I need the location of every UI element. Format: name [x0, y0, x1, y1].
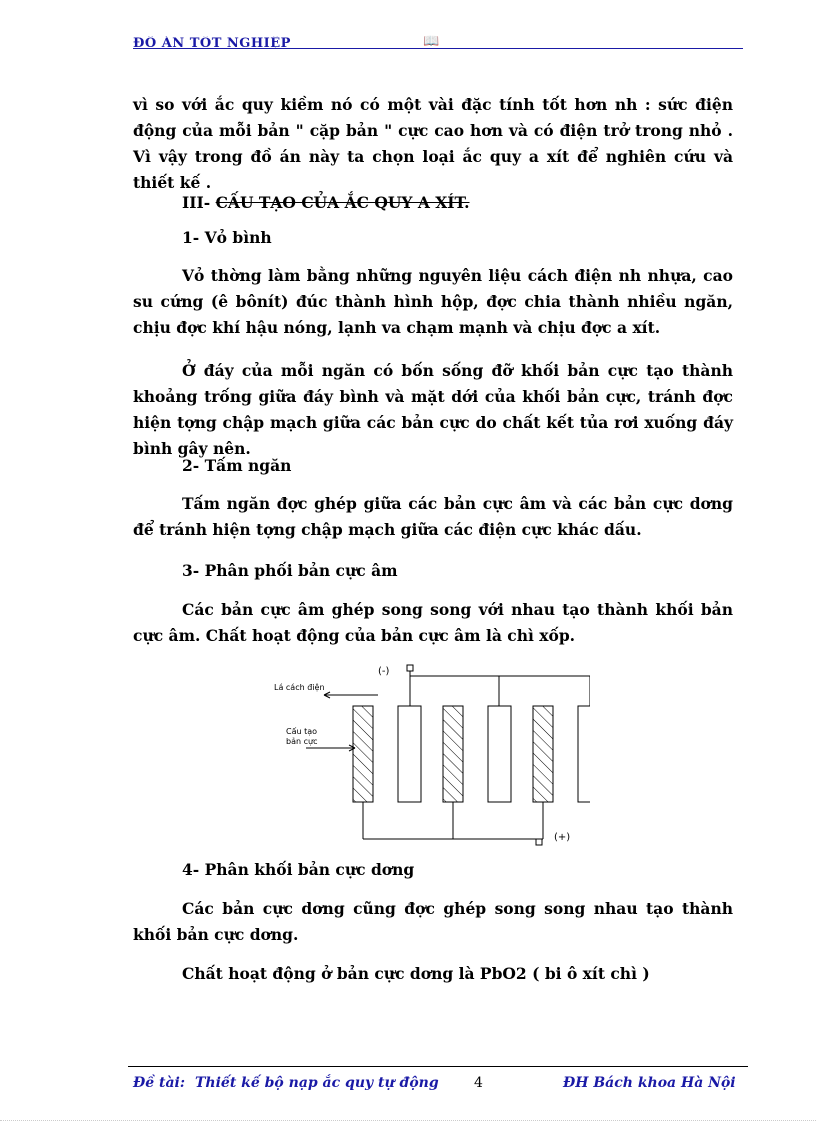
- paragraph-ban-cuc-duong: Các bản cực dơng cũng đợc ghép song song nhau tạo thành khối bản cực dơng.: [133, 899, 733, 944]
- book-icon: 📖: [423, 34, 440, 49]
- footer-school: ĐH Bách khoa Hà Nội: [563, 1075, 736, 1091]
- heading-vo-binh: 1- Vỏ bình: [182, 228, 272, 247]
- heading-ban-cuc-duong: 4- Phân khối bản cực dơng: [182, 860, 415, 879]
- separator-label: Lá cách điện: [274, 683, 325, 692]
- negative-plate: [578, 706, 590, 802]
- heading-ban-cuc-am: 3- Phân phối bản cực âm: [182, 561, 398, 580]
- section-title: CẤU TẠO CỦA ẮC QUY A XÍT.: [215, 193, 470, 212]
- section-heading: [182, 193, 469, 212]
- page-number: 4: [474, 1075, 483, 1091]
- heading-tam-ngan: 2- Tấm ngăn: [182, 456, 292, 475]
- negative-terminal-label: (-): [378, 666, 390, 677]
- positive-plate: [443, 706, 463, 802]
- paragraph-chat-hoat-dong: Chất hoạt động ở bản cực dơng là PbO2 ( bi ô xít chì ): [182, 964, 650, 983]
- page-edge: [0, 1120, 816, 1121]
- header-title: ĐỒ ÁN TỐT NGHIỆP: [133, 36, 291, 49]
- footer-divider: [128, 1066, 748, 1067]
- positive-plate: [533, 706, 553, 802]
- footer-topic-label: Đề tài:: [133, 1075, 186, 1091]
- paragraph-intro: vì so với ắc quy kiềm nó có một vài đặc tính tốt hơn nh : sức điện động của mỗi bản " cặp bản " cực cao hơn và có điện trở trong nhỏ . Vì vậy trong đồ án này ta chọn loại ắc quy a xít để nghiên cứu và thiết kế .: [133, 95, 733, 192]
- paragraph-tam-ngan: Tấm ngăn đợc ghép giữa các bản cực âm và các bản cực dơng để tránh hiện tợng chập mạch giữa các điện cực khác dấu.: [133, 494, 733, 539]
- plate-label-line1: Cấu tạo: [286, 727, 318, 736]
- section-number: III-: [182, 193, 216, 212]
- paragraph-day-ngan: Ở đáy của mỗi ngăn có bốn sống đỡ khối bản cực tạo thành khoảng trống giữa đáy bình và mặt dới của khối bản cực, tránh đợc hiện tợng chập mạch giữa các bản cực do chất kết tủa rơi xuống đáy bình gây nên.: [133, 361, 733, 458]
- negative-plate: [398, 706, 421, 802]
- positive-plate: [353, 706, 373, 802]
- positive-terminal-label: (+): [554, 832, 571, 843]
- paragraph-ban-cuc-am: Các bản cực âm ghép song song với nhau tạo thành khối bản cực âm. Chất hoạt động của bản cực âm là chì xốp.: [133, 600, 733, 645]
- battery-plate-diagram: [270, 660, 590, 855]
- header-divider: [133, 48, 743, 49]
- positive-terminal: [536, 839, 542, 845]
- footer-topic: Thiết kế bộ nạp ắc quy tự động: [195, 1075, 439, 1091]
- plate-label-line2: bản cực: [286, 737, 318, 746]
- negative-terminal: [407, 665, 413, 671]
- paragraph-vo-binh: Vỏ thờng làm bằng những nguyên liệu cách điện nh nhựa, cao su cứng (ê bônít) đúc thành hình hộp, đợc chia thành nhiều ngăn, chịu đợc khí hậu nóng, lạnh va chạm mạnh và chịu đợc a xít.: [133, 266, 733, 337]
- negative-plate: [488, 706, 511, 802]
